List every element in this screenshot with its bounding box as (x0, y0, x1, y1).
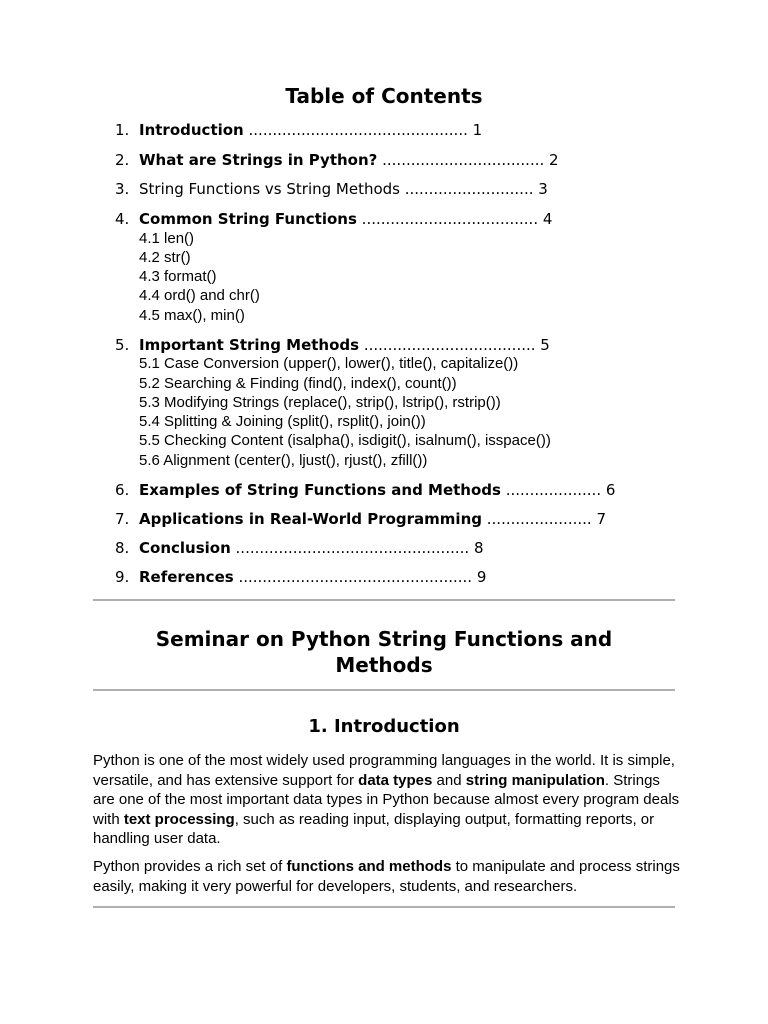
toc-page-number: 5 (540, 336, 550, 354)
toc-leader-dots: .................................. (377, 151, 550, 169)
toc-item-title: Applications in Real-World Programming (139, 510, 482, 528)
section-divider (93, 599, 675, 601)
toc-page-number: 6 (605, 481, 616, 499)
toc-item-title: What are Strings in Python? (139, 151, 378, 169)
toc-page-number: 1 (472, 121, 483, 139)
toc-leader-dots: ..................................... (356, 210, 543, 228)
toc-item-number: 3. (115, 180, 130, 198)
seminar-title-line: Seminar on Python String Functions and (155, 627, 613, 651)
toc-item-number: 6. (115, 481, 130, 499)
toc-leader-dots: .............................................. (243, 121, 473, 139)
toc-subitem: 5.2 Searching & Finding (find(), index(), count()) (139, 375, 457, 392)
toc-item-functions-vs-methods (115, 180, 548, 198)
emphasis-text: data types (358, 771, 433, 789)
paragraph-text: and (432, 771, 466, 789)
toc-item-references (115, 568, 486, 586)
toc-subitem: 4.1 len() (139, 230, 195, 247)
seminar-title (93, 626, 675, 678)
toc-item-title: Examples of String Functions and Methods (139, 481, 501, 499)
toc-page-number: 3 (538, 180, 548, 198)
intro-paragraph-2 (93, 857, 683, 896)
paragraph-text: Python is one of the most widely used programming languages in the world. It is simple, versatile, and has extensive support for (93, 752, 675, 789)
toc-item-applications (115, 510, 606, 528)
toc-subitem: 5.3 Modifying Strings (replace(), strip(), lstrip(), rstrip()) (139, 394, 501, 411)
paragraph-text: , such as reading input, displaying output, formatting reports, or handling user data. (93, 810, 655, 847)
section-divider (93, 689, 675, 691)
toc-page-number: 7 (596, 510, 606, 528)
section-divider (93, 906, 675, 908)
emphasis-text: functions and methods (286, 858, 452, 875)
toc-subitem: 4.5 max(), min() (139, 307, 245, 324)
paragraph-text: to manipulate and process strings easily, making it very powerful for developers, students, and researchers. (93, 858, 680, 895)
toc-leader-dots: ................................................. (230, 539, 474, 557)
toc-item-title: Introduction (139, 121, 244, 139)
toc-item-common-functions (115, 210, 552, 228)
toc-leader-dots: .................... (500, 481, 606, 499)
toc-subitem: 5.1 Case Conversion (upper(), lower(), title(), capitalize()) (139, 355, 519, 372)
toc-item-title: References (139, 568, 234, 586)
toc-leader-dots: .................................... (359, 336, 541, 354)
toc-item-title: Conclusion (139, 539, 231, 557)
toc-item-introduction (115, 121, 482, 139)
toc-item-what-are-strings (115, 151, 559, 169)
emphasis-text: string manipulation (465, 771, 605, 789)
toc-leader-dots: ................................................. (233, 568, 477, 586)
toc-item-title: Important String Methods (139, 336, 360, 354)
toc-item-number: 2. (115, 151, 130, 169)
toc-item-conclusion (115, 539, 483, 557)
toc-item-string-methods (115, 336, 550, 354)
toc-page-number: 4 (542, 210, 553, 228)
paragraph-text: Python provides a rich set of (93, 858, 287, 875)
toc-subitem: 5.4 Splitting & Joining (split(), rsplit(), join()) (139, 413, 426, 430)
toc-title: Table of Contents (285, 84, 483, 108)
toc-page-number: 8 (473, 539, 484, 557)
toc-leader-dots: ...................... (482, 510, 597, 528)
toc-subitem: 5.6 Alignment (center(), ljust(), rjust(), zfill()) (139, 452, 428, 469)
toc-item-examples (115, 481, 615, 499)
toc-subitem: 5.5 Checking Content (isalpha(), isdigit(), isalnum(), isspace()) (139, 432, 551, 449)
toc-item-title: Common String Functions (139, 210, 357, 228)
toc-item-number: 7. (115, 510, 130, 528)
paragraph-text: . Strings are one of the most important data types in Python because almost every program deals with (93, 771, 680, 828)
toc-page-number: 9 (476, 568, 487, 586)
section-heading-introduction: 1. Introduction (308, 716, 460, 737)
toc-item-number: 4. (115, 210, 130, 228)
toc-item-number: 1. (115, 121, 130, 139)
toc-item-number: 8. (115, 539, 130, 557)
toc-subitem: 4.3 format() (139, 268, 217, 285)
toc-item-number: 5. (115, 336, 130, 354)
toc-subitem: 4.4 ord() and chr() (139, 287, 260, 304)
emphasis-text: text processing (123, 810, 235, 828)
seminar-title-line: Methods (335, 653, 433, 677)
toc-leader-dots: ........................... (399, 180, 539, 198)
intro-paragraph-1 (93, 751, 683, 849)
toc-page-number: 2 (549, 151, 559, 169)
toc-item-title: String Functions vs String Methods (139, 180, 400, 198)
toc-subitem: 4.2 str() (139, 249, 191, 266)
toc-item-number: 9. (115, 568, 130, 586)
